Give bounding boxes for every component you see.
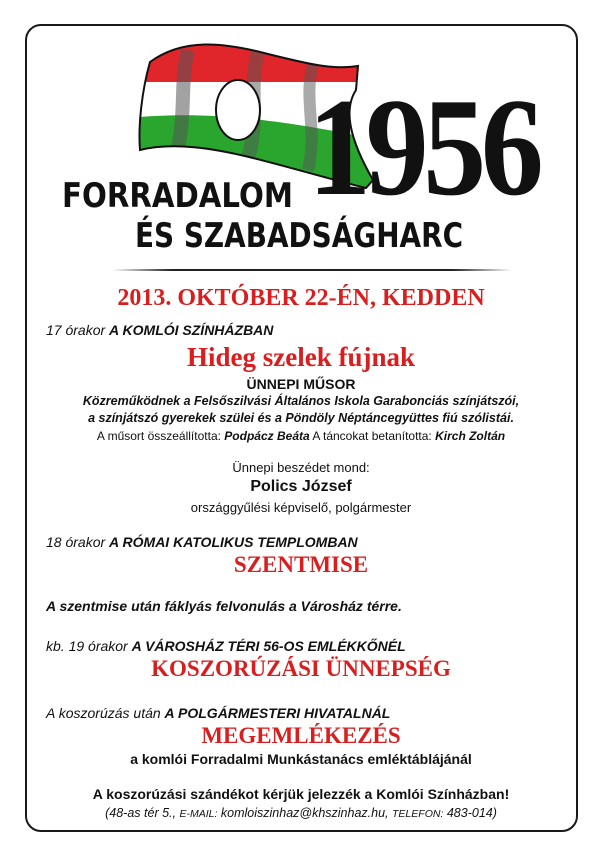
event1-time-place (46, 322, 273, 338)
credits-name1: Podpácz Beáta (224, 429, 310, 443)
event1-subtitle: ÜNNEPI MŰSOR (246, 376, 356, 392)
event4-title: MEGEMLÉKEZÉS (201, 723, 401, 748)
footer-contact (0, 806, 602, 820)
event4-place: A POLGÁRMESTERI HIVATALNÁL (164, 705, 391, 721)
footer-address: (48-as tér 5., (105, 806, 176, 820)
event2-place: A RÓMAI KATOLIKUS TEMPLOMBAN (109, 534, 358, 550)
event4-time: A koszorúzás után (46, 705, 161, 721)
event3-time: kb. 19 órakor (46, 638, 128, 654)
event4-time-place (46, 705, 390, 721)
speaker-name: Polics József (250, 478, 352, 495)
event1-time: 17 órakor (46, 322, 106, 338)
event2-note: A szentmise után fáklyás felvonulás a Városház térre. (46, 598, 402, 614)
event1-place: A KOMLÓI SZÍNHÁZBAN (109, 322, 274, 338)
year-heading: 1956 (308, 70, 539, 225)
event4-subtitle: a komlói Forradalmi Munkástanács emléktáblájánál (130, 751, 472, 767)
footer-phone-label: TELEFON: (392, 808, 444, 820)
credits-label1: A műsort összeállította: (96, 429, 221, 443)
speech-label: Ünnepi beszédet mond: (232, 460, 370, 475)
event3-title: KOSZORÚZÁSI ÜNNEPSÉG (151, 656, 451, 681)
credits-name2: Kirch Zoltán (435, 429, 506, 443)
event2-time-place (46, 534, 358, 550)
speaker-role: országgyűlési képviselő, polgármester (190, 500, 412, 515)
event1-contrib-line1: Közreműködnek a Felsőszilvási Általános Iskola Garabonciás színjátszói, (82, 394, 520, 408)
event3-place: A VÁROSHÁZ TÉRI 56-OS EMLÉKKŐNÉL (131, 638, 406, 654)
footer-notice: A koszorúzási szándékot kérjük jelezzék a Komlói Színházban! (92, 786, 510, 802)
footer-email-label: E-MAIL: (179, 808, 218, 820)
footer-email[interactable]: komloiszinhaz@khszinhaz.hu, (220, 806, 389, 820)
event1-credits (0, 429, 602, 443)
event1-contrib-line2: a színjátszó gyerekek szülei és a Pöndöly Néptáncegyüttes fiú szólistái. (88, 411, 514, 425)
headline-line1: FORRADALOM (62, 176, 293, 216)
event-date: 2013. OKTÓBER 22-ÉN, KEDDEN (117, 285, 485, 311)
event1-title: Hideg szelek fújnak (186, 342, 415, 372)
event3-time-place (46, 638, 406, 654)
headline-line2: ÉS SZABADSÁGHARC (135, 216, 464, 256)
divider (112, 269, 512, 271)
event2-time: 18 órakor (46, 534, 106, 550)
footer-phone: 483-014) (446, 806, 497, 820)
event2-title: SZENTMISE (233, 552, 369, 577)
credits-label2: A táncokat betanította: (312, 429, 432, 443)
